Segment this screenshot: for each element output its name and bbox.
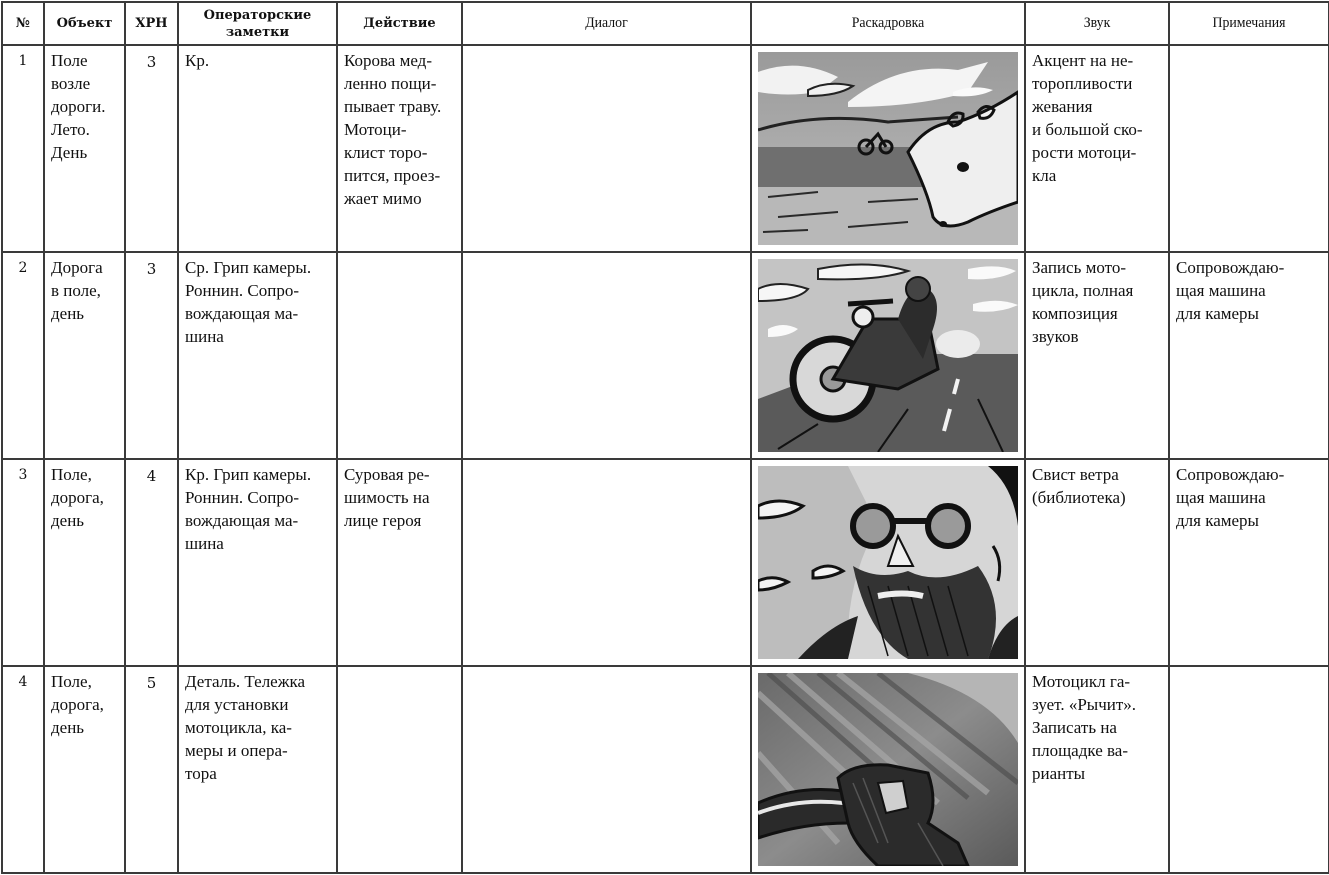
table-row — [2, 666, 1329, 873]
storyboard-frame-biker-closeup — [758, 466, 1018, 659]
cell-notes — [1169, 252, 1329, 459]
object-text: Поле возле дороги. Лето. День — [51, 51, 106, 162]
notes-text: Сопровождаю- щая машина для камеры — [1176, 258, 1285, 323]
notes-text — [1170, 46, 1328, 49]
operator-notes-text: Ср. Грип камеры. Роннин. Сопро- вождающая ма- шина — [185, 258, 312, 346]
hrn-value: 3 — [146, 260, 157, 278]
sound-text: Свист ветра (библиотека) — [1032, 465, 1126, 507]
cell-hrn — [125, 459, 178, 666]
header-action: Действие — [337, 2, 462, 45]
header-row — [2, 2, 1329, 45]
cow-sketch-image — [758, 52, 1018, 245]
cell-dialog — [462, 45, 751, 252]
cell-action — [337, 45, 462, 252]
cell-sound — [1025, 666, 1169, 873]
cell-sound — [1025, 252, 1169, 459]
cell-storyboard — [751, 252, 1025, 459]
cell-dialog — [462, 666, 751, 873]
shot-number: 1 — [18, 53, 28, 69]
cell-num — [2, 45, 44, 252]
hrn-value: 5 — [146, 674, 157, 692]
header-operator-notes: Операторские заметки — [178, 2, 337, 45]
operator-notes-text: Кр. — [185, 51, 210, 70]
table-row — [2, 459, 1329, 666]
dialog-text — [463, 253, 750, 256]
object-text: Дорога в поле, день — [51, 258, 103, 323]
storyboard-table — [1, 1, 1329, 874]
header-object: Объект — [44, 2, 125, 45]
notes-text — [1170, 667, 1328, 670]
header-hrn: ХРН — [125, 2, 178, 45]
header-dialog: Диалог — [474, 2, 740, 45]
cell-sound — [1025, 45, 1169, 252]
dialog-text — [463, 46, 750, 49]
cell-operator-notes — [178, 252, 337, 459]
cell-object — [44, 666, 125, 873]
header-num: № — [2, 2, 44, 45]
notes-text: Сопровождаю- щая машина для камеры — [1176, 465, 1285, 530]
action-text: Корова мед- ленно пощи- пывает траву. Мотоци- клист торо- пится, проез- жает мимо — [344, 51, 442, 208]
header-storyboard: Раскадровка — [762, 2, 1014, 45]
cell-notes — [1169, 666, 1329, 873]
operator-notes-text: Кр. Грип камеры. Роннин. Сопро- вождающая ма- шина — [185, 465, 312, 553]
cell-storyboard — [751, 459, 1025, 666]
cell-hrn — [125, 45, 178, 252]
storyboard-frame-cow-motorcyclist — [758, 52, 1018, 245]
dialog-text — [463, 460, 750, 463]
cell-object — [44, 459, 125, 666]
sound-text: Запись мото- цикла, полная композиция звуков — [1032, 258, 1134, 346]
cell-hrn — [125, 666, 178, 873]
cell-storyboard — [751, 666, 1025, 873]
storyboard-frame-handlebar-detail — [758, 673, 1018, 866]
operator-notes-text: Деталь. Тележка для установки мотоцикла, ка- меры и опера- тора — [185, 672, 306, 783]
object-text: Поле, дорога, день — [51, 465, 104, 530]
hrn-value: 4 — [146, 467, 157, 485]
sound-text: Мотоцикл га- зует. «Рычит». Записать на площадке ва- рианты — [1032, 672, 1137, 783]
cell-storyboard — [751, 45, 1025, 252]
header-sound: Звук — [1031, 2, 1163, 45]
cell-operator-notes — [178, 45, 337, 252]
handlebar-sketch-image — [758, 673, 1018, 866]
cell-operator-notes — [178, 666, 337, 873]
cell-num — [2, 252, 44, 459]
cell-hrn — [125, 252, 178, 459]
hrn-value: 3 — [146, 53, 157, 71]
cell-dialog — [462, 459, 751, 666]
object-text: Поле, дорога, день — [51, 672, 104, 737]
header-notes: Примечания — [1175, 2, 1322, 45]
action-text: Суровая ре- шимость на лице героя — [344, 465, 430, 530]
dialog-text — [463, 667, 750, 670]
cell-object — [44, 252, 125, 459]
cell-action — [337, 666, 462, 873]
storyboard-frame-biker-road — [758, 259, 1018, 452]
cell-num — [2, 666, 44, 873]
shot-number: 2 — [18, 260, 28, 276]
sound-text: Акцент на не- торопливости жевания и большой ско- рости мотоци- кла — [1032, 51, 1143, 185]
action-text — [338, 667, 461, 670]
cell-sound — [1025, 459, 1169, 666]
shot-number: 4 — [18, 674, 28, 690]
shot-number: 3 — [18, 467, 28, 483]
action-text — [338, 253, 461, 256]
cell-notes — [1169, 459, 1329, 666]
table-row — [2, 45, 1329, 252]
cell-operator-notes — [178, 459, 337, 666]
closeup-sketch-image — [758, 466, 1018, 659]
cell-num — [2, 459, 44, 666]
table-row — [2, 252, 1329, 459]
cell-notes — [1169, 45, 1329, 252]
biker-sketch-image — [758, 259, 1018, 452]
cell-dialog — [462, 252, 751, 459]
cell-action — [337, 252, 462, 459]
cell-object — [44, 45, 125, 252]
cell-action — [337, 459, 462, 666]
